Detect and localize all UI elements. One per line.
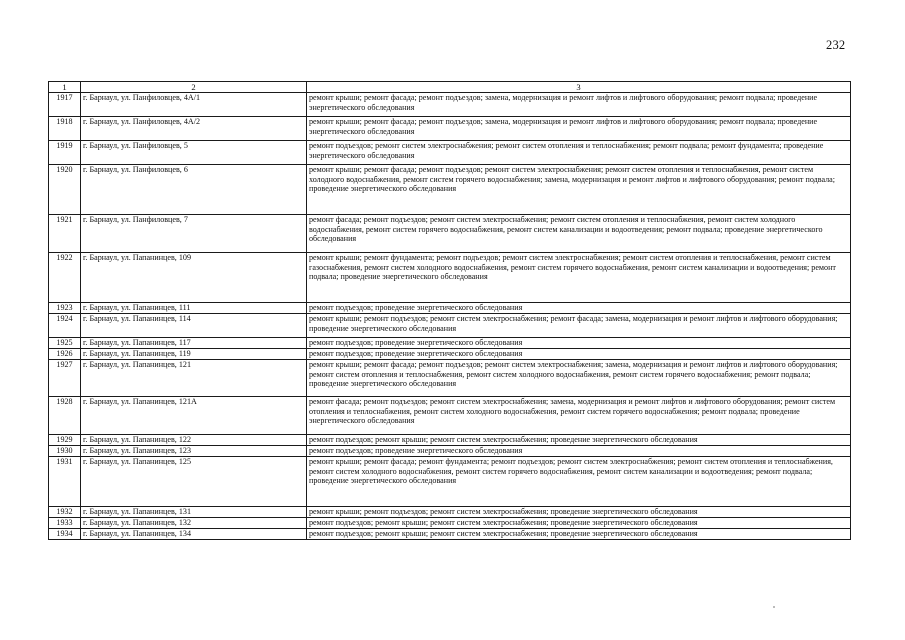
row-number: 1924: [49, 314, 81, 338]
row-address: г. Барнаул, ул. Папанинцев, 114: [81, 314, 307, 338]
table-row: [49, 349, 851, 360]
row-address: г. Барнаул, ул. Панфиловцев, 4А/2: [81, 117, 307, 141]
table-row: [49, 117, 851, 141]
row-number: 1934: [49, 529, 81, 540]
row-works: ремонт подъездов; ремонт систем электроснабжения; ремонт систем отопления и теплоснабжения; ремонт подвала; ремонт фундамента; проведение энергетического обследования: [307, 141, 851, 165]
table-body: [49, 93, 851, 540]
table-row: [49, 215, 851, 253]
row-works: ремонт крыши; ремонт фундамента; ремонт подъездов; ремонт систем электроснабжения; ремонт систем отопления и теплоснабжения, ремонт систем газоснабжения, ремонт систем холодного водоснабжения, ремонт систем горячего водоснабжения, ремонт систем канализации и водоотведения; ремонт подвала; проведение энергетического обследования: [307, 253, 851, 303]
page-number: 232: [826, 38, 846, 52]
row-works: ремонт подъездов; ремонт крыши; ремонт систем электроснабжения; проведение энергетического обследования: [307, 435, 851, 446]
header-col-1: 1: [49, 82, 81, 93]
table-row: [49, 529, 851, 540]
table-header: [49, 82, 851, 93]
row-number: 1918: [49, 117, 81, 141]
row-number: 1921: [49, 215, 81, 253]
row-number: 1932: [49, 507, 81, 518]
row-address: г. Барнаул, ул. Папанинцев, 132: [81, 518, 307, 529]
row-number: 1927: [49, 360, 81, 397]
row-address: г. Барнаул, ул. Папанинцев, 121А: [81, 397, 307, 435]
row-number: 1926: [49, 349, 81, 360]
row-works: ремонт крыши; ремонт фасада; ремонт подъездов; ремонт систем электроснабжения; замена, модернизация и ремонт лифтов и лифтового оборудования; ремонт систем отопления и теплоснабжения, ремонт систем холодного водоснабжения, ремонт систем горячего водоснабжения; ремонт подвала; проведение энергетического обследования: [307, 360, 851, 397]
row-address: г. Барнаул, ул. Панфиловцев, 6: [81, 165, 307, 215]
row-works: ремонт крыши; ремонт фасада; ремонт подъездов; замена, модернизация и ремонт лифтов и лифтового оборудования; ремонт подвала; проведение энергетического обследования: [307, 117, 851, 141]
table-row: [49, 141, 851, 165]
row-number: 1930: [49, 446, 81, 457]
table-row: [49, 314, 851, 338]
table-row: [49, 303, 851, 314]
header-col-3: 3: [307, 82, 851, 93]
table-row: [49, 397, 851, 435]
row-works: ремонт подъездов; проведение энергетического обследования: [307, 446, 851, 457]
row-number: 1931: [49, 457, 81, 507]
row-address: г. Барнаул, ул. Папанинцев, 125: [81, 457, 307, 507]
table-row: [49, 457, 851, 507]
row-works: ремонт подъездов; проведение энергетического обследования: [307, 349, 851, 360]
row-number: 1929: [49, 435, 81, 446]
row-address: г. Барнаул, ул. Папанинцев, 109: [81, 253, 307, 303]
row-address: г. Барнаул, ул. Панфиловцев, 5: [81, 141, 307, 165]
table-row: [49, 435, 851, 446]
row-address: г. Барнаул, ул. Папанинцев, 131: [81, 507, 307, 518]
row-works: ремонт подъездов; ремонт крыши; ремонт систем электроснабжения; проведение энергетического обследования: [307, 529, 851, 540]
table-row: [49, 360, 851, 397]
row-works: ремонт крыши; ремонт фасада; ремонт подъездов; замена, модернизация и ремонт лифтов и лифтового оборудования; ремонт подвала; проведение энергетического обследования: [307, 93, 851, 117]
row-works: ремонт крыши; ремонт подъездов; ремонт систем электроснабжения; проведение энергетического обследования: [307, 507, 851, 518]
table-row: [49, 518, 851, 529]
row-address: г. Барнаул, ул. Папанинцев, 122: [81, 435, 307, 446]
row-works: ремонт фасада; ремонт подъездов; ремонт систем электроснабжения; ремонт систем отопления и теплоснабжения, ремонт систем холодного водоснабжения, ремонт систем горячего водоснабжения, ремонт систем канализации и водоотведения; ремонт подвала; проведение энергетического обследования: [307, 215, 851, 253]
row-number: 1919: [49, 141, 81, 165]
row-number: 1922: [49, 253, 81, 303]
housing-repair-table: [48, 81, 851, 540]
header-row: [49, 82, 851, 93]
row-address: г. Барнаул, ул. Папанинцев, 117: [81, 338, 307, 349]
row-works: ремонт подъездов; проведение энергетического обследования: [307, 303, 851, 314]
table-row: [49, 165, 851, 215]
row-address: г. Барнаул, ул. Панфиловцев, 4А/1: [81, 93, 307, 117]
row-works: ремонт подъездов; ремонт крыши; ремонт систем электроснабжения; проведение энергетического обследования: [307, 518, 851, 529]
table-row: [49, 507, 851, 518]
row-address: г. Барнаул, ул. Панфиловцев, 7: [81, 215, 307, 253]
row-works: ремонт крыши; ремонт подъездов; ремонт систем электроснабжения; ремонт фасада; замена, модернизация и ремонт лифтов и лифтового оборудования; проведение энергетического обследования: [307, 314, 851, 338]
table-row: [49, 93, 851, 117]
row-address: г. Барнаул, ул. Папанинцев, 111: [81, 303, 307, 314]
scan-artifact: [773, 606, 775, 608]
table-row: [49, 338, 851, 349]
row-address: г. Барнаул, ул. Папанинцев, 121: [81, 360, 307, 397]
row-works: ремонт крыши; ремонт фасада; ремонт подъездов; ремонт систем электроснабжения; ремонт систем отопления и теплоснабжения, ремонт систем холодного водоснабжения, ремонт систем горячего водоснабжения; замена, модернизация и ремонт лифтов и лифтового оборудования; ремонт подвала; проведение энергетического обследования: [307, 165, 851, 215]
row-number: 1917: [49, 93, 81, 117]
row-address: г. Барнаул, ул. Папанинцев, 123: [81, 446, 307, 457]
row-number: 1920: [49, 165, 81, 215]
row-works: ремонт фасада; ремонт подъездов; ремонт систем электроснабжения; замена, модернизация и ремонт лифтов и лифтового оборудования; ремонт систем отопления и теплоснабжения, ремонт систем холодного водоснабжения, ремонт систем горячего водоснабжения; ремонт подвала; проведение энергетического обследования: [307, 397, 851, 435]
row-works: ремонт подъездов; проведение энергетического обследования: [307, 338, 851, 349]
row-address: г. Барнаул, ул. Папанинцев, 119: [81, 349, 307, 360]
table-row: [49, 446, 851, 457]
row-number: 1933: [49, 518, 81, 529]
row-number: 1928: [49, 397, 81, 435]
header-col-2: 2: [81, 82, 307, 93]
row-address: г. Барнаул, ул. Папанинцев, 134: [81, 529, 307, 540]
table-row: [49, 253, 851, 303]
row-number: 1925: [49, 338, 81, 349]
row-number: 1923: [49, 303, 81, 314]
row-works: ремонт крыши; ремонт фасада; ремонт фундамента; ремонт подъездов; ремонт систем электроснабжения; ремонт систем отопления и теплоснабжения, ремонт систем холодного водоснабжения, ремонт систем горячего водоснабжения, ремонт систем канализации и водоотведения; ремонт подвала; проведение энергетического обследования: [307, 457, 851, 507]
